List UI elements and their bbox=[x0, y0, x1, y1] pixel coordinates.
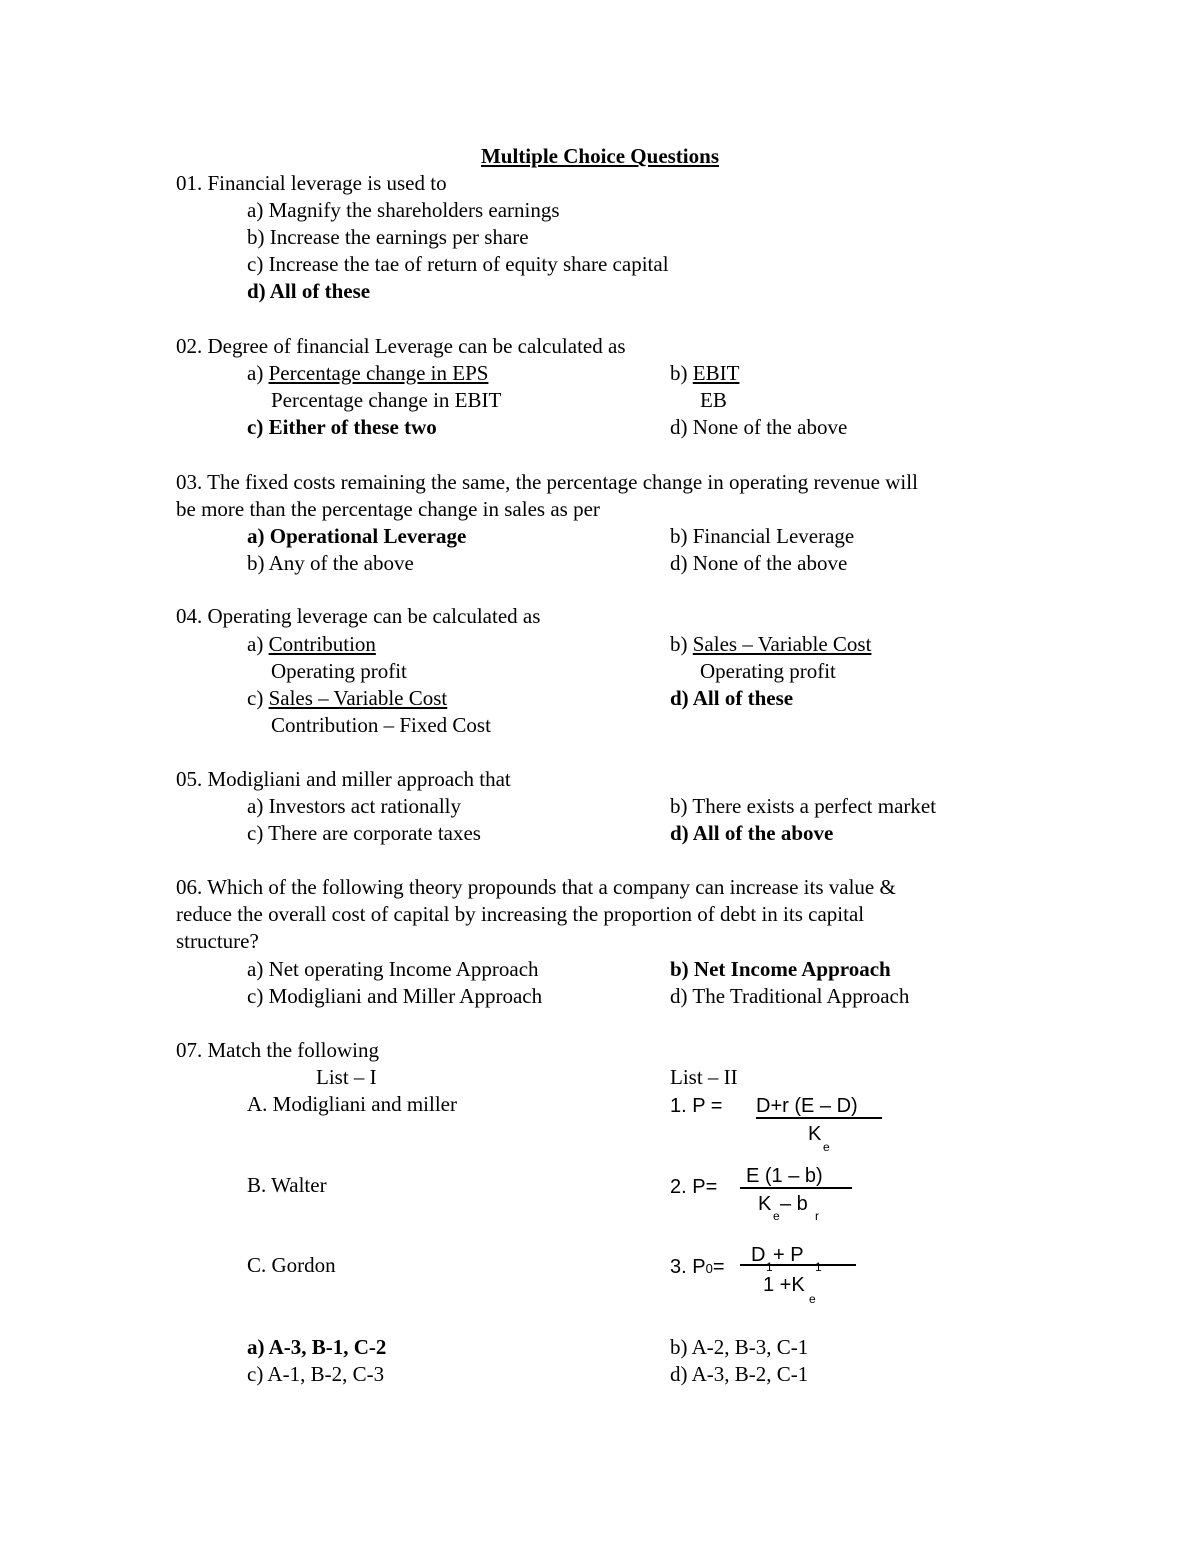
q4-option-a bbox=[247, 631, 376, 658]
question-5-text: 05. Modigliani and miller approach that bbox=[176, 767, 511, 791]
q4-option-b bbox=[670, 631, 871, 658]
list-1-item-a: A. Modigliani and miller bbox=[247, 1092, 457, 1116]
q2-option-b bbox=[670, 360, 739, 387]
formula-3-label-subscript: 0 bbox=[705, 1261, 713, 1276]
q4-option-c bbox=[247, 685, 447, 712]
list-2-header: List – II bbox=[670, 1065, 738, 1089]
q5-option-b: b) There exists a perfect market bbox=[670, 794, 937, 818]
formula-1-denominator: K bbox=[808, 1123, 822, 1145]
formula-1-fraction-bar bbox=[756, 1117, 882, 1119]
q4-option-a-label: a) bbox=[247, 632, 269, 656]
formula-3-fraction-bar bbox=[740, 1264, 856, 1266]
q6-option-c: c) Modigliani and Miller Approach bbox=[247, 984, 543, 1008]
q2-option-a-label: a) bbox=[247, 361, 269, 385]
formula-2-denominator-k-subscript: e bbox=[773, 1209, 780, 1223]
q3-option-d: d) None of the above bbox=[670, 551, 848, 575]
page-title: Multiple Choice Questions bbox=[480, 144, 719, 168]
q1-option-a: a) Magnify the shareholders earnings bbox=[247, 198, 560, 222]
formula-3-numerator-d-subscript: 1 bbox=[766, 1260, 773, 1274]
formula-3-label-equals: = bbox=[712, 1256, 725, 1278]
list-1-item-c: C. Gordon bbox=[247, 1253, 336, 1277]
q2-option-b-numerator: EBIT bbox=[692, 361, 740, 385]
formula-2-numerator: E (1 – b) bbox=[746, 1165, 823, 1187]
formula-3-numerator-p: + P bbox=[773, 1244, 804, 1266]
formula-3-label-p: 3. P bbox=[670, 1256, 706, 1278]
q6-option-d: d) The Traditional Approach bbox=[670, 984, 910, 1008]
q4-option-b-label: b) bbox=[670, 632, 693, 656]
q7-option-a-answer: a) A-3, B-1, C-2 bbox=[247, 1335, 387, 1359]
q2-option-c-answer: c) Either of these two bbox=[247, 415, 437, 439]
question-3-text-line1: 03. The fixed costs remaining the same, the percentage change in operating revenue will bbox=[176, 470, 918, 494]
formula-3-numerator-p-subscript: 1 bbox=[815, 1260, 822, 1274]
q4-option-a-denominator: Operating profit bbox=[271, 659, 407, 683]
q6-option-b-answer: b) Net Income Approach bbox=[670, 957, 891, 981]
formula-1-denominator-subscript: e bbox=[823, 1140, 830, 1154]
formula-3-label bbox=[670, 1254, 725, 1282]
question-7-text: 07. Match the following bbox=[176, 1038, 379, 1062]
q2-option-a bbox=[247, 360, 488, 387]
formula-1-numerator: D+r (E – D) bbox=[756, 1095, 858, 1117]
q5-option-a: a) Investors act rationally bbox=[247, 794, 461, 818]
q1-option-b: b) Increase the earnings per share bbox=[247, 225, 529, 249]
q1-option-d-answer: d) All of these bbox=[247, 279, 371, 303]
q4-option-c-denominator: Contribution – Fixed Cost bbox=[271, 713, 491, 737]
q7-option-b: b) A-2, B-3, C-1 bbox=[670, 1335, 809, 1359]
q4-option-d-answer: d) All of these bbox=[670, 686, 794, 710]
q5-option-d-answer: d) All of the above bbox=[670, 821, 834, 845]
q3-option-a-answer: a) Operational Leverage bbox=[247, 524, 467, 548]
q6-option-a: a) Net operating Income Approach bbox=[247, 957, 539, 981]
question-6-text-line3: structure? bbox=[176, 929, 259, 953]
q4-option-a-numerator: Contribution bbox=[268, 632, 376, 656]
q2-option-a-denominator: Percentage change in EBIT bbox=[271, 388, 502, 412]
question-3-text-line2: be more than the percentage change in sales as per bbox=[176, 497, 600, 521]
formula-3-denominator: 1 +K bbox=[763, 1274, 805, 1296]
q2-option-a-numerator: Percentage change in EPS bbox=[268, 361, 489, 385]
q4-option-b-denominator: Operating profit bbox=[700, 659, 836, 683]
formula-2-denominator-k: K bbox=[758, 1193, 772, 1215]
q7-option-d: d) A-3, B-2, C-1 bbox=[670, 1362, 809, 1386]
q1-option-c: c) Increase the tae of return of equity share capital bbox=[247, 252, 669, 276]
list-1-item-b: B. Walter bbox=[247, 1173, 327, 1197]
formula-1-label: 1. P = bbox=[670, 1095, 723, 1117]
formula-3-denominator-subscript: e bbox=[809, 1292, 816, 1306]
q5-option-c: c) There are corporate taxes bbox=[247, 821, 481, 845]
formula-2-label: 2. P= bbox=[670, 1176, 718, 1198]
question-1-text: 01. Financial leverage is used to bbox=[176, 171, 447, 195]
q2-option-d: d) None of the above bbox=[670, 415, 848, 439]
list-1-header: List – I bbox=[316, 1065, 377, 1089]
formula-2-fraction-bar bbox=[740, 1187, 852, 1189]
q3-option-c: b) Any of the above bbox=[247, 551, 414, 575]
q3-option-b: b) Financial Leverage bbox=[670, 524, 855, 548]
q4-option-b-numerator: Sales – Variable Cost bbox=[692, 632, 872, 656]
q4-option-c-label: c) bbox=[247, 686, 269, 710]
formula-3-numerator-d: D bbox=[751, 1244, 766, 1266]
question-6-text-line1: 06. Which of the following theory propounds that a company can increase its value & bbox=[176, 875, 896, 899]
question-4-text: 04. Operating leverage can be calculated as bbox=[176, 604, 541, 628]
q2-option-b-label: b) bbox=[670, 361, 693, 385]
question-2-text: 02. Degree of financial Leverage can be calculated as bbox=[176, 334, 626, 358]
q7-option-c: c) A-1, B-2, C-3 bbox=[247, 1362, 385, 1386]
formula-2-denominator-b-subscript: r bbox=[815, 1209, 819, 1223]
q2-option-b-denominator: EB bbox=[700, 388, 727, 412]
q4-option-c-numerator: Sales – Variable Cost bbox=[268, 686, 448, 710]
formula-2-denominator-b: – b bbox=[780, 1193, 808, 1215]
question-6-text-line2: reduce the overall cost of capital by increasing the proportion of debt in its capital bbox=[176, 902, 865, 926]
